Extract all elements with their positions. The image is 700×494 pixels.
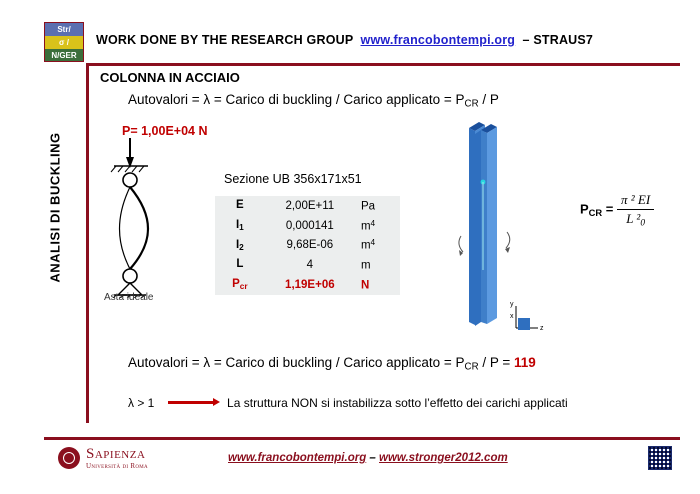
eigenvalue-formula-bottom: Autovalori = λ = Carico di buckling / Carico applicato = $P_{CR} / P = 119$	[128, 355, 536, 373]
euler-denominator-text: L ²	[626, 211, 641, 226]
university-subtitle: Università di Roma	[86, 462, 148, 470]
row-value: 9,68E-06	[286, 239, 334, 252]
header-link[interactable]: www.francobontempi.org	[360, 33, 516, 47]
university-seal-icon	[58, 447, 80, 469]
euler-lhs-sub: CR	[588, 207, 603, 218]
row-symbol-text: P	[232, 278, 240, 291]
euler-lhs: P	[580, 201, 589, 217]
row-value: 2,00E+11	[285, 199, 335, 212]
row-unit-text: m	[360, 259, 371, 272]
sketch-caption: Asta ideale	[104, 292, 154, 303]
euler-fraction	[617, 192, 654, 228]
row-value: 4	[306, 259, 314, 272]
eigenvalue-formula-top	[128, 92, 499, 109]
table-row	[215, 235, 400, 255]
row-symbol	[215, 216, 265, 236]
footer-link-1[interactable]: www.francobontempi.org	[228, 452, 367, 464]
row-unit-text: N	[360, 279, 370, 292]
eigenvalue-result: 119	[514, 355, 536, 370]
eigenvalue-formula-top-sub: CR	[464, 98, 479, 110]
row-unit-text: m	[360, 220, 371, 233]
table-row	[215, 255, 400, 275]
row-symbol	[215, 196, 265, 216]
row-unit-sup: 4	[370, 238, 376, 248]
axis-gizmo	[510, 298, 550, 338]
row-unit	[355, 196, 400, 216]
row-symbol-text: E	[236, 199, 244, 212]
logo-line-2: σ /	[45, 36, 83, 49]
eigenvalue-formula-top-tail: / P	[478, 92, 499, 107]
footer-divider	[44, 437, 680, 440]
eigenvalue-formula-top-text: Autovalori = λ = Carico di buckling / Carico applicato = P	[128, 92, 465, 107]
row-symbol	[215, 235, 265, 255]
properties-table	[215, 196, 400, 295]
logo-line-1: Str/	[45, 23, 83, 36]
footer-link-2[interactable]: www.stronger2012.com	[379, 452, 508, 464]
euler-equals: =	[605, 201, 614, 217]
logo-line-3: N/GER	[45, 49, 83, 61]
section-profile-title: Sezione UB 356x171x51	[224, 172, 362, 186]
section-side-label: ANALISI DI BUCKLING	[47, 132, 63, 283]
header-title	[96, 33, 593, 47]
euler-denominator	[617, 210, 654, 228]
eigenvalue-formula-bottom-text: Autovalori = λ = Carico di buckling / Carico applicato = P	[128, 355, 465, 370]
row-symbol-text: L	[236, 258, 244, 271]
row-symbol-sub: 1	[239, 223, 244, 233]
euler-denominator-sub: 0	[640, 218, 646, 229]
applied-load-label: P= 1,00E+04 N	[122, 124, 208, 138]
row-unit	[355, 275, 400, 295]
group-logo	[44, 22, 84, 62]
row-symbol-text: I	[235, 219, 240, 232]
table-row	[215, 196, 400, 216]
page-title: COLONNA IN ACCIAIO	[100, 70, 240, 85]
svg-text:z: z	[540, 325, 544, 332]
euler-numerator: π ² EI	[617, 192, 654, 210]
row-value: 0,000141	[285, 219, 334, 232]
university-wordmark	[86, 446, 148, 470]
row-unit-text: Pa	[360, 200, 376, 213]
row-symbol	[215, 275, 265, 295]
row-symbol-sub: cr	[239, 282, 248, 292]
footer-link-separator: –	[369, 452, 376, 464]
eigenvalue-formula-bottom-tail: / P	[478, 355, 499, 370]
conclusion-row	[128, 396, 568, 410]
row-symbol-sub: 2	[239, 242, 244, 252]
row-unit-sup: 4	[370, 218, 376, 228]
header-title-suffix: – STRAUS7	[522, 33, 594, 47]
table-row	[215, 216, 400, 236]
qr-code-icon	[648, 446, 672, 470]
row-value: 1,19E+06	[285, 278, 335, 291]
row-unit	[355, 216, 400, 236]
row-symbol-text: I	[235, 238, 240, 251]
euler-formula	[580, 192, 654, 228]
arrow-icon	[168, 401, 214, 404]
row-unit	[355, 255, 400, 275]
svg-text:x: x	[510, 313, 514, 320]
row-unit-text: m	[360, 240, 371, 253]
eigenvalue-formula-bottom-sub: CR	[464, 361, 479, 373]
row-symbol	[215, 255, 265, 275]
ideal-column-sketch	[96, 138, 192, 298]
footer-links	[228, 452, 508, 464]
table-row	[215, 275, 400, 295]
conclusion-text: La struttura NON si instabilizza sotto l’effetto dei carichi applicati	[227, 396, 568, 410]
svg-text:y: y	[510, 301, 514, 308]
header-divider	[86, 63, 680, 66]
left-divider	[86, 63, 89, 423]
header-title-text: WORK DONE BY THE RESEARCH GROUP	[96, 33, 354, 47]
university-name: Sapienza	[86, 446, 146, 462]
conclusion-condition: λ > 1	[128, 396, 155, 410]
row-unit	[355, 235, 400, 255]
